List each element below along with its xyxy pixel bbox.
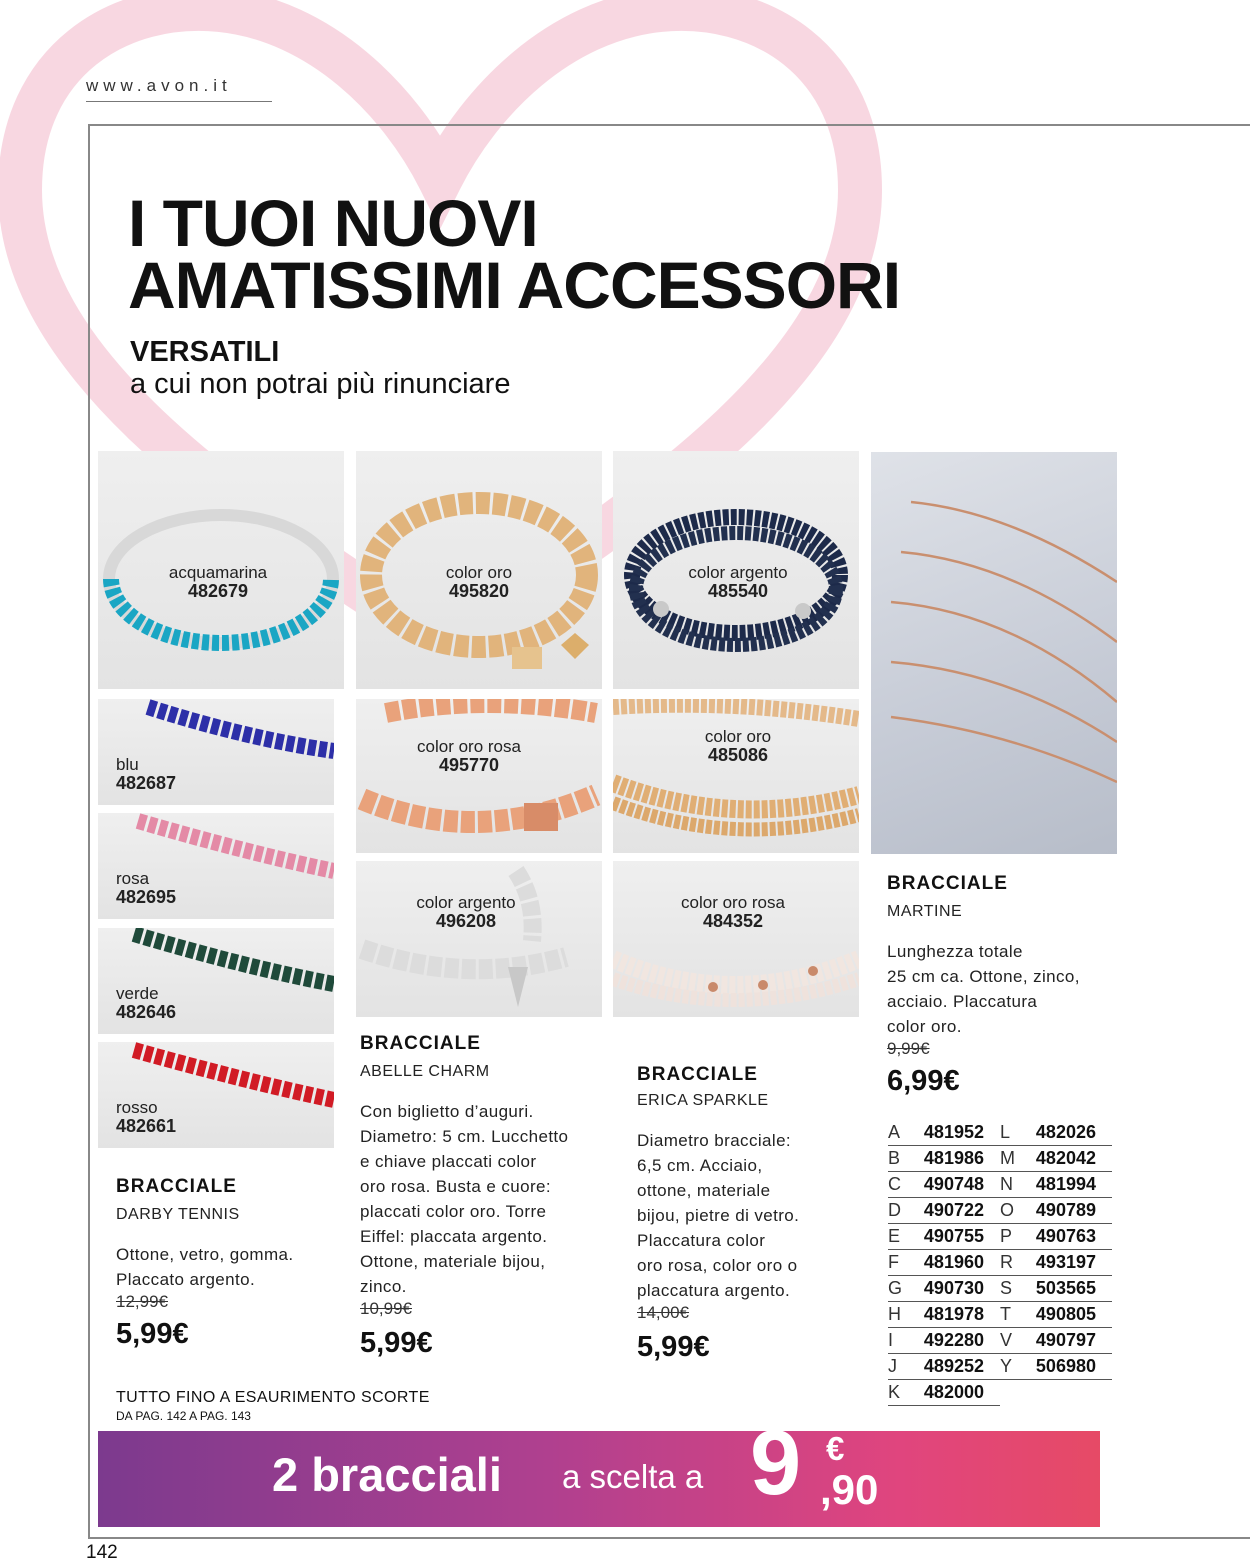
desc-line: 6,5 cm. Acciaio, xyxy=(637,1156,763,1175)
variant-name: rosso xyxy=(116,1098,158,1117)
code-letter: D xyxy=(888,1198,904,1224)
product-image-tennis-blu[interactable] xyxy=(98,699,334,805)
code-letter: F xyxy=(888,1250,904,1276)
product-image-martine[interactable] xyxy=(871,452,1117,854)
bracelet-graphic xyxy=(613,699,859,853)
title-line-1: I TUOI NUOVI xyxy=(128,186,538,260)
desc-line: e chiave placcati color xyxy=(360,1152,537,1171)
code-letter: B xyxy=(888,1146,904,1172)
variant-name: verde xyxy=(116,984,159,1003)
code-letter: L xyxy=(1000,1120,1016,1146)
code-value: 492280 xyxy=(904,1328,1000,1354)
product-variant: ERICA SPARKLE xyxy=(637,1092,769,1109)
variant-name: color argento xyxy=(688,563,788,582)
product-image-tennis-rosso[interactable] xyxy=(98,1042,334,1148)
bracelet-graphic xyxy=(871,452,1117,854)
code-value: 490789 xyxy=(1016,1198,1112,1224)
code-letter: E xyxy=(888,1224,904,1250)
url-underline xyxy=(86,101,272,102)
variant-code: 495770 xyxy=(438,755,500,775)
code-value: 482000 xyxy=(904,1380,1000,1406)
banner-price-decimal: ,90 xyxy=(820,1466,879,1513)
banner-price-integer: 9 xyxy=(750,1412,802,1514)
code-letter: K xyxy=(888,1380,904,1406)
product-description xyxy=(637,1128,867,1303)
banner-price-currency: € xyxy=(826,1430,845,1467)
code-row xyxy=(888,1276,1112,1302)
code-row xyxy=(888,1328,1112,1354)
product-erica xyxy=(637,1064,867,1364)
code-letter: M xyxy=(1000,1146,1016,1172)
code-value xyxy=(1016,1380,1112,1406)
product-description xyxy=(116,1242,346,1292)
desc-line: oro rosa. Busta e cuore: xyxy=(360,1177,552,1196)
frame-left-line xyxy=(88,124,90,1538)
product-image-erica-rosa[interactable] xyxy=(613,861,859,1017)
product-image-abelle-oro[interactable] xyxy=(356,451,602,689)
variant-name: color oro rosa xyxy=(681,893,785,912)
desc-line: bijou, pietre di vetro. xyxy=(637,1206,800,1225)
code-value: 490748 xyxy=(904,1172,1000,1198)
variant-name: color oro xyxy=(704,727,772,746)
code-value: 481986 xyxy=(904,1146,1000,1172)
code-letter: J xyxy=(888,1354,904,1380)
product-image-erica-argento[interactable] xyxy=(613,451,859,689)
code-value: 490763 xyxy=(1016,1224,1112,1250)
code-row xyxy=(888,1146,1112,1172)
code-value: 482042 xyxy=(1016,1146,1112,1172)
desc-line: acciaio. Placcatura xyxy=(887,992,1038,1011)
variant-label xyxy=(406,563,552,601)
code-value: 503565 xyxy=(1016,1276,1112,1302)
desc-line: zinco. xyxy=(360,1277,407,1296)
banner-headline: 2 bracciali xyxy=(272,1448,502,1501)
variant-code: 482687 xyxy=(116,773,177,793)
variant-label xyxy=(384,737,554,775)
old-price: 9,99€ xyxy=(887,1039,930,1058)
product-image-abelle-oro-rosa[interactable] xyxy=(356,699,602,853)
code-value: 481960 xyxy=(904,1250,1000,1276)
variant-label xyxy=(643,893,823,931)
variant-name: color oro rosa xyxy=(417,737,521,756)
code-row xyxy=(888,1172,1112,1198)
code-value: 490755 xyxy=(904,1224,1000,1250)
variant-label xyxy=(663,563,813,601)
desc-line: 25 cm ca. Ottone, zinco, xyxy=(887,967,1080,986)
variant-code: 482646 xyxy=(116,1002,177,1022)
code-row xyxy=(888,1354,1112,1380)
variant-code: 482661 xyxy=(116,1116,177,1136)
product-martine xyxy=(887,873,1117,1098)
desc-line: Ottone, vetro, gomma. xyxy=(116,1245,294,1264)
code-letter: V xyxy=(1000,1328,1016,1354)
variant-label xyxy=(116,755,176,793)
code-value: 490805 xyxy=(1016,1302,1112,1328)
code-letter: Y xyxy=(1000,1354,1016,1380)
code-letter: P xyxy=(1000,1224,1016,1250)
old-price: 14,00€ xyxy=(637,1303,689,1322)
code-value: 506980 xyxy=(1016,1354,1112,1380)
product-name: BRACCIALE xyxy=(887,873,1008,894)
desc-line: Placcato argento. xyxy=(116,1270,256,1289)
code-letter: N xyxy=(1000,1172,1016,1198)
product-image-tennis-rosa[interactable] xyxy=(98,813,334,919)
product-name: BRACCIALE xyxy=(637,1064,758,1085)
code-row xyxy=(888,1224,1112,1250)
desc-line: Diametro bracciale: xyxy=(637,1131,792,1150)
code-row xyxy=(888,1120,1112,1146)
variant-label xyxy=(663,727,813,765)
product-image-abelle-argento[interactable] xyxy=(356,861,602,1017)
desc-line: color oro. xyxy=(887,1017,962,1036)
page-range-note: DA PAG. 142 A PAG. 143 xyxy=(116,1409,251,1423)
page-title xyxy=(128,186,901,322)
code-row xyxy=(888,1302,1112,1328)
code-letter: T xyxy=(1000,1302,1016,1328)
subtitle-bold: VERSATILI xyxy=(130,336,280,368)
price: 6,99€ xyxy=(887,1065,960,1097)
desc-line: Eiffel: placcata argento. xyxy=(360,1227,548,1246)
old-price: 10,99€ xyxy=(360,1299,412,1318)
bracelet-graphic xyxy=(613,861,859,1017)
desc-line: ottone, materiale xyxy=(637,1181,771,1200)
code-letter: G xyxy=(888,1276,904,1302)
bracelet-graphic xyxy=(356,699,602,853)
variant-code: 484352 xyxy=(702,911,764,931)
code-letter: C xyxy=(888,1172,904,1198)
code-value: 490722 xyxy=(904,1198,1000,1224)
subtitle: a cui non potrai più rinunciare xyxy=(130,368,511,400)
code-letter: H xyxy=(888,1302,904,1328)
code-value: 493197 xyxy=(1016,1250,1112,1276)
code-letter: O xyxy=(1000,1198,1016,1224)
variant-label xyxy=(116,984,176,1022)
code-value: 481952 xyxy=(904,1120,1000,1146)
code-value: 490797 xyxy=(1016,1328,1112,1354)
variant-label xyxy=(116,869,176,907)
variant-code: 482679 xyxy=(187,581,249,601)
banner-subtext: a scelta a xyxy=(562,1458,704,1495)
code-letter: A xyxy=(888,1120,904,1146)
letter-code-table xyxy=(888,1120,1112,1406)
product-image-tennis-verde[interactable] xyxy=(98,928,334,1034)
code-letter: R xyxy=(1000,1250,1016,1276)
old-price: 12,99€ xyxy=(116,1292,168,1311)
variant-name: rosa xyxy=(116,869,150,888)
variant-name: color argento xyxy=(416,893,516,912)
availability-note: TUTTO FINO A ESAURIMENTO SCORTE xyxy=(116,1389,430,1406)
price: 5,99€ xyxy=(637,1331,710,1363)
desc-line: Placcatura color xyxy=(637,1231,766,1250)
code-row xyxy=(888,1198,1112,1224)
product-name: BRACCIALE xyxy=(360,1033,481,1054)
code-value: 482026 xyxy=(1016,1120,1112,1146)
code-value: 481978 xyxy=(904,1302,1000,1328)
product-variant: MARTINE xyxy=(887,903,963,920)
code-row xyxy=(888,1380,1112,1406)
desc-line: placcati color oro. Torre xyxy=(360,1202,547,1221)
product-variant: ABELLE CHARM xyxy=(360,1063,490,1080)
variant-code: 485086 xyxy=(707,745,769,765)
desc-line: Diametro: 5 cm. Lucchetto xyxy=(360,1127,569,1146)
page-number: 142 xyxy=(86,1542,118,1563)
site-url[interactable]: www.avon.it xyxy=(86,76,232,95)
frame-bottom-line xyxy=(88,1537,1250,1539)
code-letter: I xyxy=(888,1328,904,1354)
bracelet-graphic xyxy=(356,861,602,1017)
product-description xyxy=(887,939,1117,1039)
variant-code: 496208 xyxy=(435,911,497,931)
desc-line: Lunghezza totale xyxy=(887,942,1023,961)
variant-code: 482695 xyxy=(116,887,177,907)
variant-name: acquamarina xyxy=(168,563,268,582)
code-table xyxy=(888,1120,1112,1406)
desc-line: Ottone, materiale bijou, xyxy=(360,1252,546,1271)
price: 5,99€ xyxy=(116,1318,189,1350)
product-image-erica-oro[interactable] xyxy=(613,699,859,853)
product-name: BRACCIALE xyxy=(116,1176,237,1197)
variant-name: blu xyxy=(116,755,139,774)
variant-label xyxy=(116,1098,176,1136)
frame-top-line xyxy=(88,124,1250,126)
variant-code: 485540 xyxy=(707,581,769,601)
product-darby xyxy=(116,1176,346,1351)
code-value: 481994 xyxy=(1016,1172,1112,1198)
desc-line: oro rosa, color oro o xyxy=(637,1256,798,1275)
variant-name: color oro xyxy=(445,563,513,582)
code-value: 490730 xyxy=(904,1276,1000,1302)
code-value: 489252 xyxy=(904,1354,1000,1380)
code-row xyxy=(888,1250,1112,1276)
product-abelle xyxy=(360,1033,610,1360)
product-image-tennis-acquamarina[interactable] xyxy=(98,451,344,689)
desc-line: placcatura argento. xyxy=(637,1281,791,1300)
product-description xyxy=(360,1099,610,1299)
variant-label xyxy=(148,563,288,601)
variant-label xyxy=(386,893,546,931)
price: 5,99€ xyxy=(360,1327,433,1359)
title-line-2: AMATISSIMI ACCESSORI xyxy=(128,248,901,322)
product-variant: DARBY TENNIS xyxy=(116,1206,240,1223)
variant-code: 495820 xyxy=(448,581,510,601)
code-letter: S xyxy=(1000,1276,1016,1302)
desc-line: Con biglietto d’auguri. xyxy=(360,1102,534,1121)
code-letter xyxy=(1000,1380,1016,1406)
